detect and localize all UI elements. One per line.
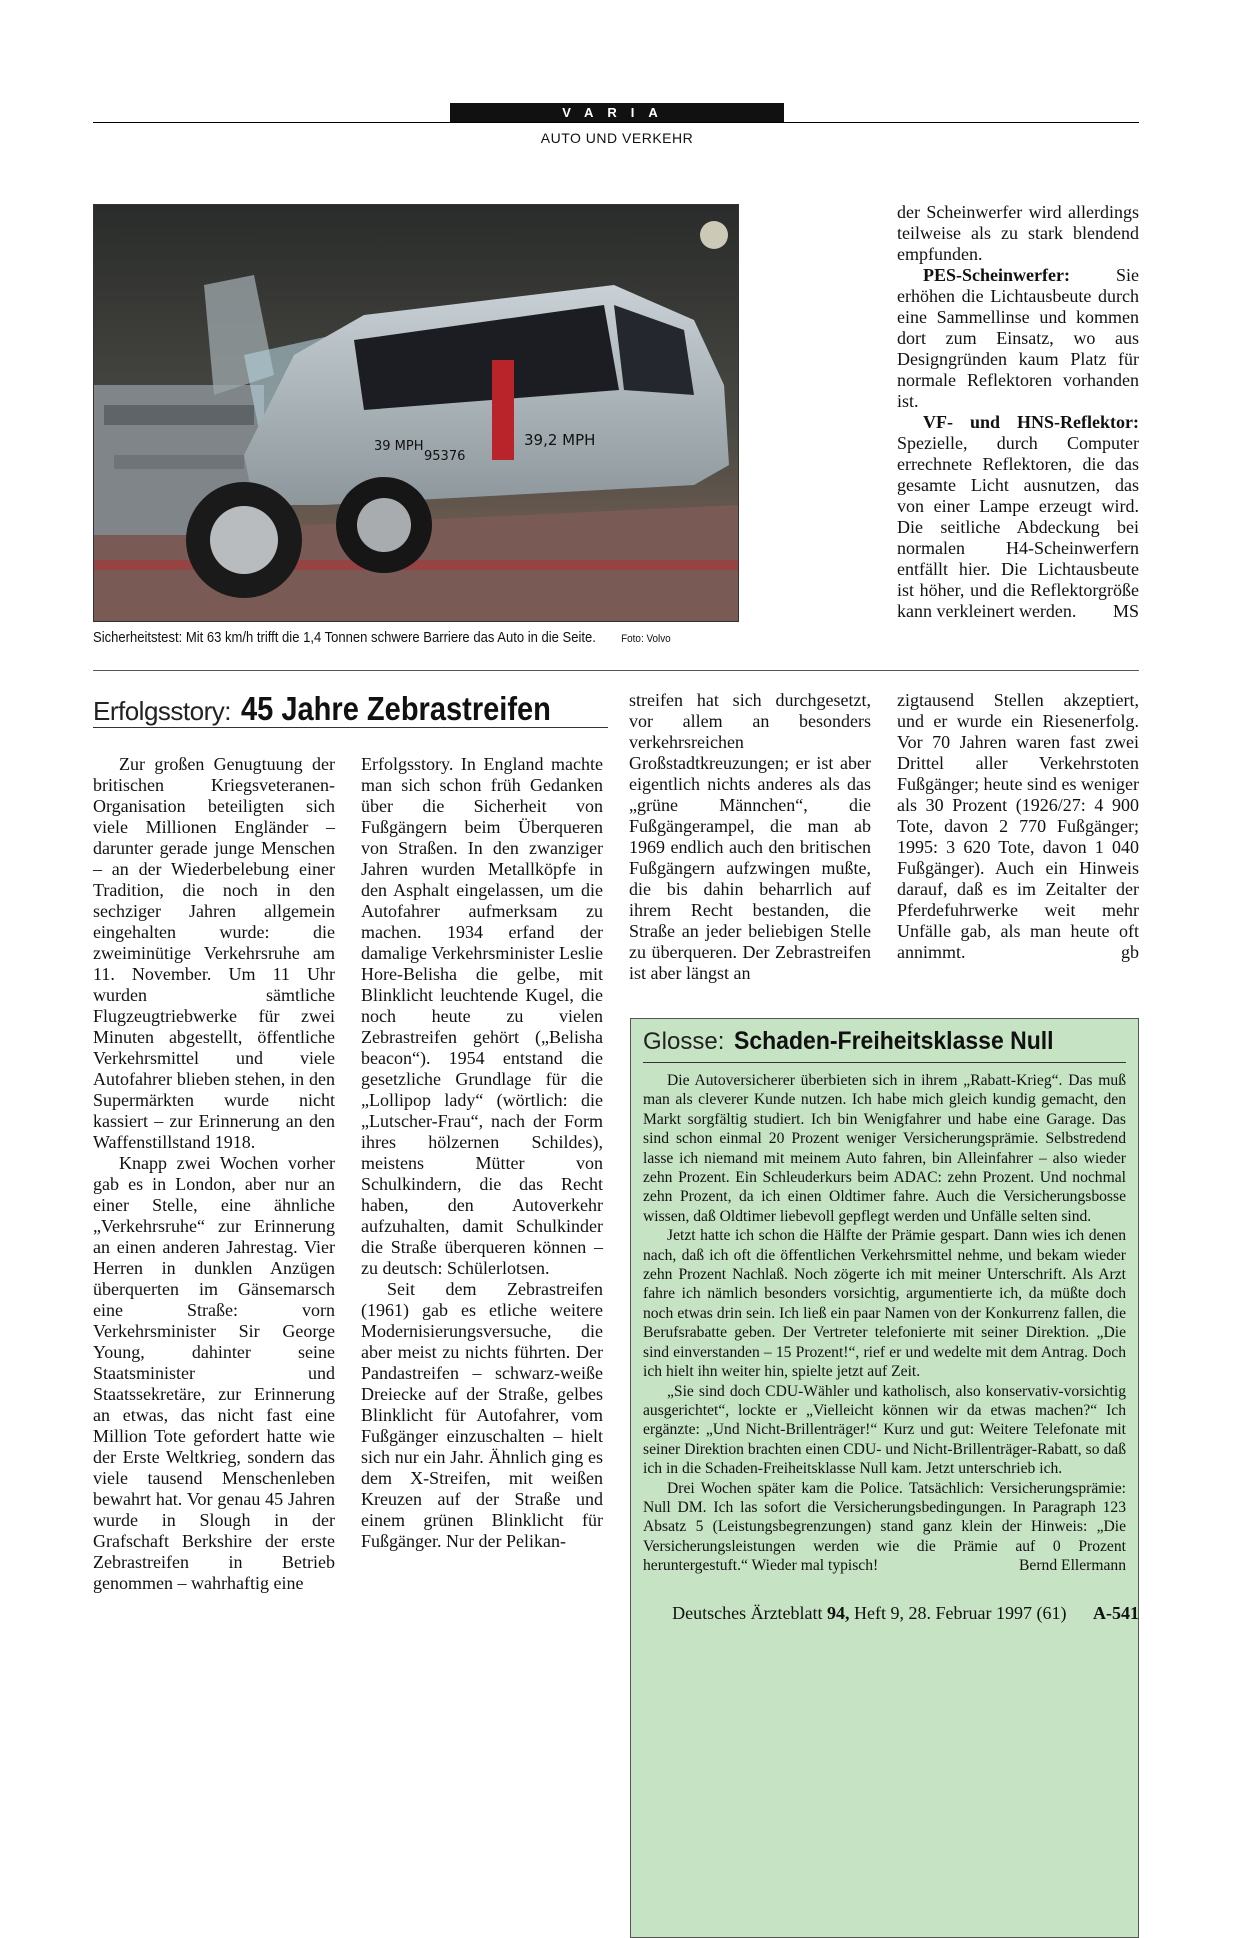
headline-rule (93, 727, 608, 728)
glosse-body (643, 1071, 1126, 1576)
paragraph: Seit dem Zebrastreifen (1961) gab es etliche weitere Modernisierungsversuche, die aber meist zu nichts führten. Der Pandastreifen – schwarz-weiße Dreiecke auf der Straße, gelbes Blinklicht für Autofahrer, vom Fußgänger einzuschalten – hielt sich nur ein Jahr. Ähnlich ging es dem X-Streifen, mit weißen Kreuzen auf der Straße und einem grünen Blinklicht für Fußgänger. Nur der Pelikan- (361, 1279, 603, 1551)
section-divider (93, 670, 1139, 671)
glosse-kicker: Glosse: (643, 1028, 725, 1055)
journal-volume: 94, (827, 1603, 850, 1623)
article-title: 45 Jahre Zebrastreifen (241, 690, 551, 727)
article-column-3 (629, 690, 871, 984)
paragraph: Jetzt hatte ich schon die Hälfte der Prämie gespart. Dann wies ich denen nach, daß ich oft die öffentlichen Verkehrsmittel nehme, und bekam wieder zehn Prozent Nachlaß. Noch zögerte ich mit meiner Unterschrift. Als Arzt fahre ich nämlich besonders vorsichtig, argumentierte ich, da müßte doch noch etwas drin sein. Ich ließ ein paar Namen von der Konkurrenz fallen, die Berufsrabatte geben. Der Vertreter telefonierte mit seiner Direktion. „Die sind einverstanden – 15 Prozent!“, rief er und wedelte mit dem Antrag. Doch ich hielt ihn weiter hin, spielte jetzt auf Zeit. (643, 1227, 1126, 1381)
section-label: VARIA (450, 103, 784, 123)
article-column-2 (361, 754, 603, 1552)
marking-1: 39 MPH (374, 439, 424, 454)
article-column-4 (897, 690, 1139, 963)
journal-issue: Heft 9, 28. Februar 1997 (61) (854, 1603, 1067, 1623)
glosse-rule (643, 1062, 1126, 1063)
glosse-headline (643, 1027, 1126, 1056)
page-footer (540, 1603, 1139, 1624)
paragraph: PES-Scheinwerfer: Sie erhöhen die Lichtausbeute durch eine Sammellinse und kommen dort zum Einsatz, wo aus Designgründen kaum Platz für normale Reflektoren vorhanden ist. (897, 265, 1139, 411)
author-signature: gb (1121, 942, 1139, 962)
paragraph: Drei Wochen später kam die Police. Tatsächlich: Versicherungsprämie: Null DM. Ich las sofort die Versicherungsbedingungen. In Paragraph 123 Absatz 5 (Leistungsbegrenzungen) stand ganz klein der Hinweis: „Die Versicherungsleistungen werden wie die Prämie auf 0 Prozent heruntergestuft.“ Wieder mal typisch! Bernd Ellermann (643, 1479, 1126, 1575)
crash-test-photo (93, 204, 739, 622)
marking-2: 95376 (424, 449, 466, 464)
paragraph: zigtausend Stellen akzeptiert, und er wurde ein Riesenerfolg. Vor 70 Jahren waren fast zwei Drittel aller Verkehrstoten Fußgänger; heute sind es weniger als 30 Prozent (1926/27: 4 900 Tote, davon 2 770 Fußgänger; 1995: 3 620 Tote, davon 1 040 Fußgänger). Auch ein Hinweis darauf, daß es im Zeitalter der Pferdefuhrwerke weit mehr Unfälle gab, als man heute oft annimmt. gb (897, 690, 1139, 962)
article-column-1 (93, 754, 335, 1594)
article-kicker: Erfolgsstory: (93, 696, 231, 726)
article-headline (93, 690, 613, 730)
journal-name: Deutsches Ärzteblatt (672, 1603, 823, 1623)
glosse-author: Bernd Ellermann (1019, 1557, 1126, 1575)
paragraph: der Scheinwerfer wird allerdings teilweise als zu stark blendend empfunden. (897, 202, 1139, 264)
glosse-box (630, 1018, 1139, 1938)
paragraph: Die Autoversicherer überbieten sich in ihrem „Rabatt-Krieg“. Das muß man als cleverer Kunde nutzen. Ich habe mich gleich kundig gemacht, den Markt sorgfältig studiert. Ich bin Wenigfahrer und habe eine Garage. Das sind schon einmal 20 Prozent weniger Versicherungsprämie. Selbstredend lasse ich niemand mit meinem Auto fahren, bin Alleinfahrer – also wieder zehn Prozent. Ein Schleuderkurs beim ADAC: zehn Prozent. Und nochmal zehn Prozent, da ich einen Oldtimer fahre. Auch die Versicherungsbosse wissen, daß Oldtimer liebevoll gepflegt werden und Unfälle selten sind. (643, 1072, 1126, 1225)
paragraph: „Sie sind doch CDU-Wähler und katholisch, also konservativ-vorsichtig ausgerichtet“, lockte er „Vielleicht können wir da etwas machen?“ Ich ergänzte: „Und Nicht-Brillenträger!“ Kurz und gut: Weitere Telefonate mit seiner Direktion brachten einen CDU- und Nicht-Brillenträger-Rabatt, so daß ich in die Schaden-Freiheitsklasse Null kam. Jetzt unterschrieb ich. (643, 1382, 1126, 1478)
paragraph: Knapp zwei Wochen vorher gab es in London, aber nur an einer Stelle, eine ähnliche „Verkehrsruhe“ zur Erinnerung an einen anderen Jahrestag. Vier Herren in dunklen Anzügen überquerten im Gänsemarsch eine Straße: vorn Verkehrsminister Sir George Young, dahinter seine Staatsminister und Staatssekretäre, zur Erinnerung an etwas, das nicht fast eine Million Tote gefordert hatte wie der Erste Weltkrieg, sondern das viele tausend Menschenleben bewahrt hat. Vor genau 45 Jahren wurde in Slough in der Grafschaft Berkshire der erste Zebrastreifen in Betrieb genommen – wahrhaftig eine (93, 1153, 335, 1593)
glosse-title: Schaden-Freiheitsklasse Null (734, 1027, 1054, 1055)
paragraph: VF- und HNS-Reflektor: Spezielle, durch Computer errechnete Reflektoren, die das gesamte Licht ausnutzen, das von einer Lampe erzeugt wird. Die seitliche Abdeckung bei normalen H4-Scheinwerfern entfällt hier. Die Lichtausbeute ist höher, und die Reflektorgröße kann verkleinert werden. MS (897, 412, 1139, 621)
subsection-label: AUTO UND VERKEHR (540, 130, 694, 146)
photo-caption (93, 630, 673, 646)
paragraph: streifen hat sich durchgesetzt, vor allem an besonders verkehrsreichen Großstadtkreuzungen; er ist aber eigentlich nichts anderes als das „grüne Männchen“, die Fußgängerampel, die man ab 1969 endlich auch den britischen Fußgängern aufzwingen mußte, die bis dahin beharrlich auf ihrem Recht bestanden, die Straße an jeder beliebigen Stelle zu überqueren. Der Zebrastreifen ist aber längst an (629, 690, 871, 983)
author-signature: MS (1112, 601, 1139, 621)
marking-3: 39,2 MPH (524, 431, 596, 449)
paragraph: Erfolgsstory. In England machte man sich schon früh Gedanken über die Sicherheit von Fußgängern beim Überqueren von Straßen. In den zwanziger Jahren wurden Metallköpfe in den Asphalt eingelassen, um die Autofahrer aufmerksam zu machen. 1934 erfand der damalige Verkehrsminister Leslie Hore-Belisha die gelbe, mit Blinklicht leuchtende Kugel, die noch heute zu vielen Zebrastreifen gehört („Belisha beacon“). 1954 entstand die gesetzliche Grundlage für die „Lollipop lady“ (wörtlich: die „Lutscher-Frau“, nach der Form ihres hölzernen Schildes), meistens Mütter von Schulkindern, die das Recht haben, den Autoverkehr aufzuhalten, damit Schulkinder die Straße überqueren können – zu deutsch: Schülerlotsen. (361, 754, 603, 1278)
term: PES-Scheinwerfer: (923, 265, 1070, 285)
term: VF- und HNS-Reflektor: (923, 412, 1139, 432)
photo-credit: Foto: Volvo (621, 633, 671, 645)
top-right-column (897, 202, 1139, 622)
page-number: A-541 (1093, 1603, 1139, 1623)
paragraph: Zur großen Genugtuung der britischen Kriegsveteranen-Organisation beteiligten sich viele Millionen Engländer – darunter gerade junge Menschen – an der Wiederbelebung einer Tradition, die noch in den sechziger Jahren allgemein eingehalten wurde: die zweiminütige Verkehrsruhe am 11. November. Um 11 Uhr wurden sämtliche Flugzeugtriebwerke für zwei Minuten abgestellt, öffentliche Verkehrsmittel und viele Autofahrer blieben stehen, in den Supermärkten wurde nicht kassiert – zur Erinnerung an den Waffenstillstand 1918. (93, 754, 335, 1152)
header-rule (93, 122, 1139, 123)
caption-text: Sicherheitstest: Mit 63 km/h trifft die 1,4 Tonnen schwere Barriere das Auto in die Seite. (93, 630, 596, 646)
